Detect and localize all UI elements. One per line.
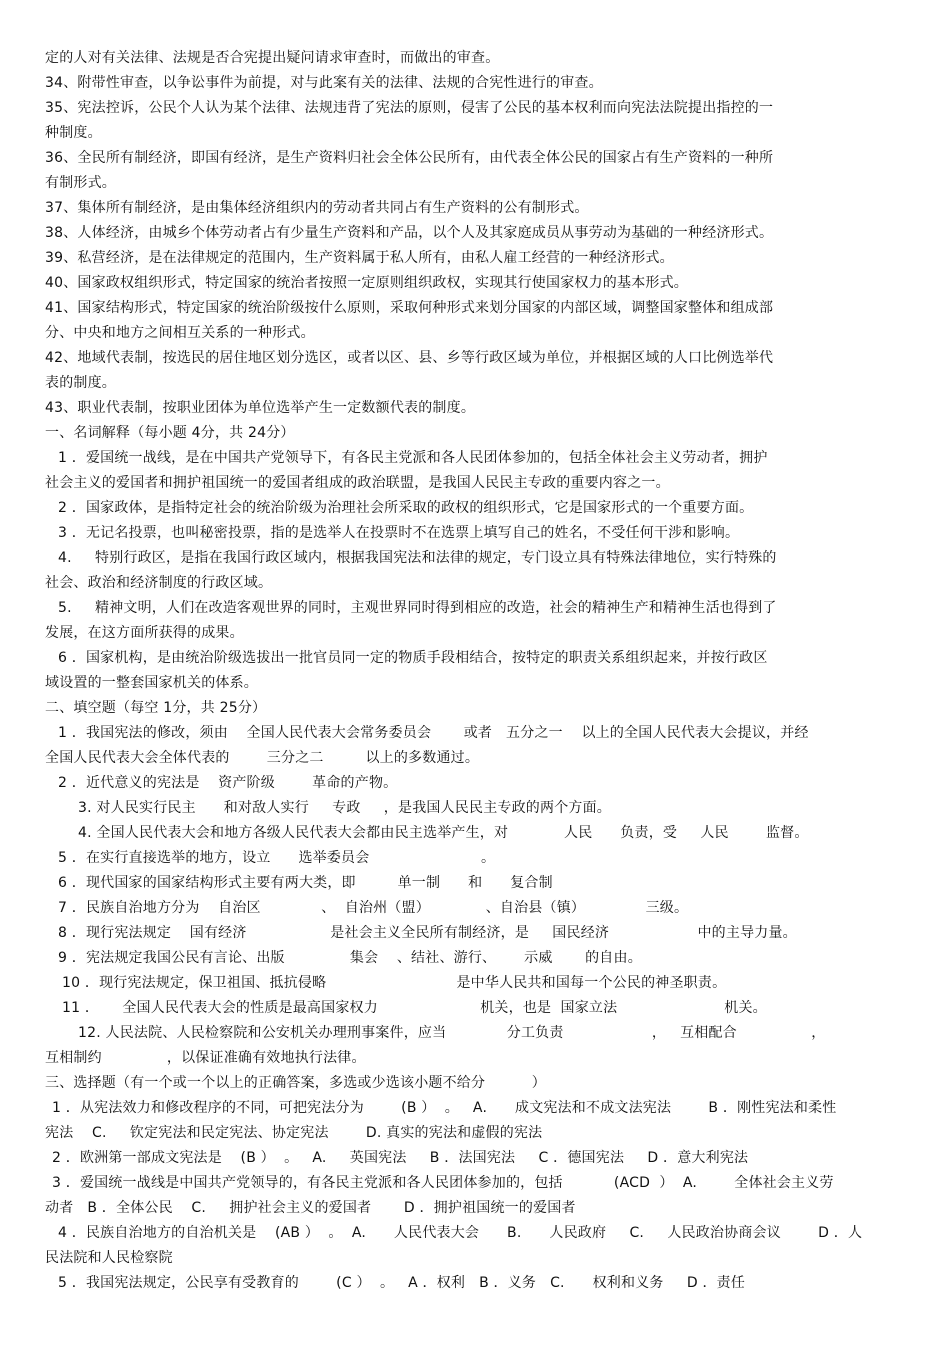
text-line: 40、国家政权组织形式，特定国家的统治者按照一定原则组织政权，实现其行使国家权力的基本形式。 [45,275,689,291]
text-line: 域设置的一整套国家机关的体系。 [45,675,258,691]
section-heading: 二、填空题（每空 1分，共 25分） [45,700,267,716]
text-line: 5. 精神文明，人们在改造客观世界的同时，主观世界同时得到相应的改造，社会的精神生产和精神生活也得到了 [58,600,777,616]
text-line: 38、人体经济，由城乡个体劳动者占有少量生产资料和产品，以个人及其家庭成员从事劳动为基础的一种经济形式。 [45,225,774,241]
text-line: 互相制约 ，以保证准确有效地执行法律。 [45,1050,366,1066]
text-line: 37、集体所有制经济，是由集体经济组织内的劳动者共同占有生产资料的公有制形式。 [45,200,589,216]
text-line: 社会、政治和经济制度的行政区域。 [45,575,273,591]
text-line: 4. 全国人民代表大会和地方各级人民代表大会都由民主选举产生，对 人民 负责，受 人民 监督。 [78,825,809,841]
text-line: 1 ．从宪法效力和修改程序的不同，可把宪法分为 (B ） 。 A. 成文宪法和不成文法宪法 B ．刚性宪法和柔性 [52,1100,837,1116]
text-line: 有制形式。 [45,175,116,191]
section-heading: 三、选择题（有一个或一个以上的正确答案，多选或少选该小题不给分 ） [45,1075,546,1091]
text-line: 12. 人民法院、人民检察院和公安机关办理刑事案件，应当 分工负责 ， 互相配合 ， [78,1025,826,1041]
text-line: 2 ．近代意义的宪法是 资产阶级 革命的产物。 [58,775,398,791]
text-line: 34、附带性审查，以争讼事件为前提，对与此案有关的法律、法规的合宪性进行的审查。 [45,75,603,91]
text-line: 41、国家结构形式，特定国家的统治阶级按什么原则，采取何种形式来划分国家的内部区域，调整国家整体和组成部 [45,300,774,316]
text-line: 6 ．现代国家的国家结构形式主要有两大类，即 单一制 和 复合制 [58,875,577,891]
text-line: 发展，在这方面所获得的成果。 [45,625,244,641]
text-line: 6 ．国家机构，是由统治阶级选拔出一批官员同一定的物质手段相结合，按特定的职责关系组织起来，并按行政区 [58,650,768,666]
text-line: 分、中央和地方之间相互关系的一种形式。 [45,325,315,341]
text-line: 7 ．民族自治地方分为 自治区 、 自治州（盟） 、自治县（镇） 三级。 [58,900,689,916]
text-line: 动者 B ．全体公民 C. 拥护社会主义的爱国者 D ．拥护祖国统一的爱国者 [45,1200,576,1216]
text-line: 宪法 C. 钦定宪法和民定宪法、协定宪法 D. 真实的宪法和虚假的宪法 [45,1125,543,1141]
text-line: 3 ．无记名投票，也叫秘密投票，指的是选举人在投票时不在选票上填写自己的姓名，不受任何干涉和影响。 [58,525,740,541]
text-line: 全国人民代表大会全体代表的 三分之二 以上的多数通过。 [45,750,480,766]
text-line: 民法院和人民检察院 [45,1250,173,1266]
text-line: 社会主义的爱国者和拥护祖国统一的爱国者组成的政治联盟，是我国人民民主专政的重要内容之一。 [45,475,670,491]
text-line: 5 ．我国宪法规定，公民享有受教育的 (C ） 。 A ．权利 B ．义务 C. 权利和义务 D ．责任 [58,1275,746,1291]
text-line: 39、私营经济，是在法律规定的范围内，生产资料属于私人所有，由私人雇工经营的一种经济形式。 [45,250,674,266]
text-line: 表的制度。 [45,375,116,391]
text-line: 11 ． 全国人民代表大会的性质是最高国家权力 机关，也是 国家立法 机关。 [62,1000,767,1016]
section-heading: 一、名词解释（每小题 4分，共 24分） [45,425,295,441]
text-line: 5 ．在实行直接选举的地方，设立 选举委员会 。 [58,850,496,866]
text-line: 35、宪法控诉，公民个人认为某个法律、法规违背了宪法的原则，侵害了公民的基本权利而向宪法法院提出指控的一 [45,100,774,116]
text-line: 2 ．欧洲第一部成文宪法是 (B ） 。 A. 英国宪法 B ．法国宪法 C ．德国宪法 D ．意大利宪法 [52,1150,749,1166]
text-line: 9 ．宪法规定我国公民有言论、出版 集会 、结社、游行、 示威 的自由。 [58,950,642,966]
text-line: 定的人对有关法律、法规是否合宪提出疑问请求审查时，而做出的审查。 [45,50,500,66]
text-line: 4. 特别行政区，是指在我国行政区域内，根据我国宪法和法律的规定，专门设立具有特殊法律地位，实行特殊的 [58,550,777,566]
text-line: 43、职业代表制，按职业团体为单位选举产生一定数额代表的制度。 [45,400,476,416]
text-line: 10 ．现行宪法规定，保卫祖国、抵抗侵略 是中华人民共和国每一个公民的神圣职责。 [62,975,727,991]
text-line: 1 ．爱国统一战线，是在中国共产党领导下，有各民主党派和各人民团体参加的，包括全体社会主义劳动者，拥护 [58,450,768,466]
text-line: 2 ．国家政体，是指特定社会的统治阶级为治理社会所采取的政权的组织形式，它是国家形式的一个重要方面。 [58,500,754,516]
text-line: 1 ．我国宪法的修改，须由 全国人民代表大会常务委员会 或者 五分之一 以上的全国人民代表大会提议，并经 [58,725,809,741]
text-line: 36、全民所有制经济，即国有经济，是生产资料归社会全体公民所有，由代表全体公民的国家占有生产资料的一种所 [45,150,774,166]
text-line: 4 ．民族自治地方的自治机关是 (AB ） 。 A. 人民代表大会 B. 人民政府 C. 人民政治协商会议 D ．人 [58,1225,863,1241]
text-line: 种制度。 [45,125,102,141]
text-line: 8 ．现行宪法规定 国有经济 是社会主义全民所有制经济，是 国民经济 中的主导力量。 [58,925,797,941]
text-line: 3 ．爱国统一战线是中国共产党领导的，有各民主党派和各人民团体参加的，包括 (ACD ） A. 全体社会主义劳 [52,1175,834,1191]
text-line: 42、地域代表制，按选民的居住地区划分选区，或者以区、县、乡等行政区域为单位，并根据区域的人口比例选举代 [45,350,774,366]
text-line: 3. 对人民实行民主 和对敌人实行 专政 ，是我国人民民主专政的两个方面。 [78,800,612,816]
